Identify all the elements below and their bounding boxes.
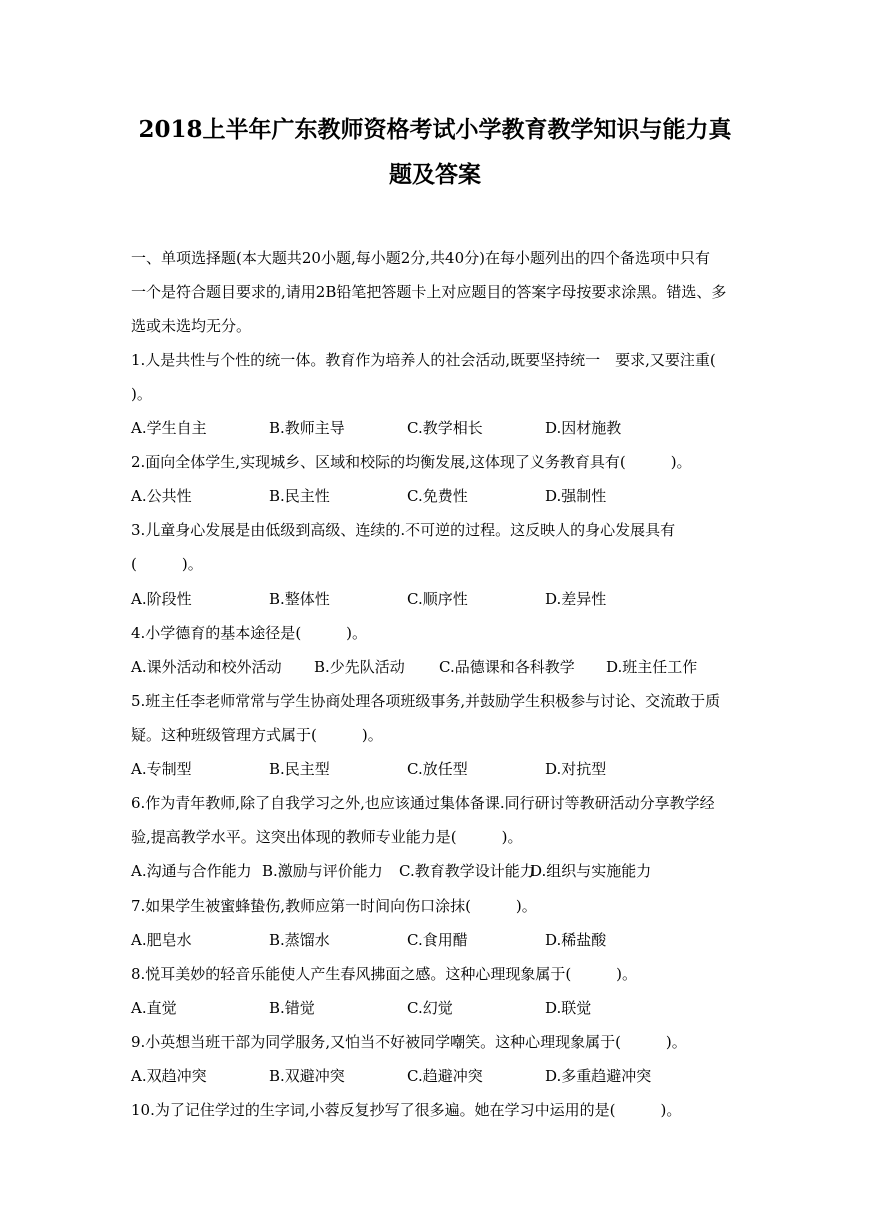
question-7-option-b: B.蒸馏水 — [269, 931, 330, 949]
question-3-options — [131, 589, 741, 609]
question-6-option-d: D.组织与实施能力 — [530, 862, 652, 880]
question-2-option-a: A.公共性 — [131, 487, 192, 505]
question-1-text-line-2: )。 — [131, 385, 152, 403]
question-4-option-a: A.课外活动和校外活动 — [131, 658, 282, 676]
question-2-option-b: B.民主性 — [269, 487, 330, 505]
question-9-option-d: D.多重趋避冲突 — [545, 1067, 652, 1085]
question-5-option-c: C.放任型 — [407, 760, 468, 778]
question-6-options — [131, 861, 741, 881]
question-1-option-b: B.教师主导 — [269, 419, 345, 437]
question-10-text-line-1: 10.为了记住学过的生字词,小蓉反复抄写了很多遍。她在学习中运用的是( )。 — [131, 1101, 682, 1119]
question-6-option-c: C.教育教学设计能力 — [399, 862, 535, 880]
instructions-line-1: 一、单项选择题(本大题共20小题,每小题2分,共40分)在每小题列出的四个备选项中只有 — [131, 249, 710, 267]
question-5-text-line-1: 5.班主任李老师常常与学生协商处理各项班级事务,并鼓励学生积极参与讨论、交流敢于质 — [131, 692, 721, 710]
question-8-option-c: C.幻觉 — [407, 999, 453, 1017]
question-2-options — [131, 486, 741, 506]
question-8-options — [131, 998, 741, 1018]
instructions-line-2: 一个是符合题目要求的,请用2B铅笔把答题卡上对应题目的答案字母按要求涂黑。错选、多 — [131, 283, 727, 301]
question-6-option-a: A.沟通与合作能力 — [131, 862, 252, 880]
question-6-text-line-2: 验,提高教学水平。这突出体现的教师专业能力是( )。 — [131, 828, 523, 846]
question-9-text-line-1: 9.小英想当班干部为同学服务,又怕当不好被同学嘲笑。这种心理现象属于( )。 — [131, 1033, 687, 1051]
question-2-option-d: D.强制性 — [545, 487, 607, 505]
question-1-option-d: D.因材施教 — [545, 419, 622, 437]
question-9-option-c: C.趋避冲突 — [407, 1067, 483, 1085]
question-9-options — [131, 1066, 741, 1086]
question-7-option-d: D.稀盐酸 — [545, 931, 607, 949]
question-1-options — [131, 418, 741, 438]
question-5-option-d: D.对抗型 — [545, 760, 607, 778]
question-3-text-line-2: ( )。 — [131, 555, 203, 573]
question-1-option-a: A.学生自主 — [131, 419, 207, 437]
question-2-text-line-1: 2.面向全体学生,实现城乡、区域和校际的均衡发展,这体现了义务教育具有( )。 — [131, 453, 692, 471]
question-4-text-line-1: 4.小学德育的基本途径是( )。 — [131, 624, 368, 642]
question-5-option-a: A.专制型 — [131, 760, 192, 778]
question-3-option-d: D.差异性 — [545, 590, 607, 608]
document-title-line-1: 2018上半年广东教师资格考试小学教育教学知识与能力真 — [138, 116, 732, 143]
question-5-option-b: B.民主型 — [269, 760, 330, 778]
question-3-option-c: C.顺序性 — [407, 590, 468, 608]
question-4-option-d: D.班主任工作 — [606, 658, 698, 676]
question-9-option-b: B.双避冲突 — [269, 1067, 345, 1085]
question-4-option-b: B.少先队活动 — [314, 658, 405, 676]
question-7-option-a: A.肥皂水 — [131, 931, 192, 949]
question-7-options — [131, 930, 741, 950]
question-8-option-b: B.错觉 — [269, 999, 315, 1017]
question-4-options — [131, 657, 741, 677]
question-8-option-a: A.直觉 — [131, 999, 177, 1017]
question-5-text-line-2: 疑。这种班级管理方式属于( )。 — [131, 726, 383, 744]
question-1-text-line-1: 1.人是共性与个性的统一体。教育作为培养人的社会活动,既要坚持统一 要求,又要注重( — [131, 351, 716, 369]
question-3-option-a: A.阶段性 — [131, 590, 192, 608]
question-6-option-b: B.激励与评价能力 — [262, 862, 383, 880]
question-3-text-line-1: 3.儿童身心发展是由低级到高级、连续的.不可逆的过程。这反映人的身心发展具有 — [131, 521, 676, 539]
instructions-line-3: 选或未选均无分。 — [131, 317, 252, 335]
question-2-option-c: C.免费性 — [407, 487, 468, 505]
question-1-option-c: C.教学相长 — [407, 419, 483, 437]
question-3-option-b: B.整体性 — [269, 590, 330, 608]
question-8-option-d: D.联觉 — [545, 999, 592, 1017]
question-7-option-c: C.食用醋 — [407, 931, 468, 949]
question-4-option-c: C.品德课和各科教学 — [439, 658, 575, 676]
question-8-text-line-1: 8.悦耳美妙的轻音乐能使人产生春风拂面之感。这种心理现象属于( )。 — [131, 965, 638, 983]
question-5-options — [131, 759, 741, 779]
question-6-text-line-1: 6.作为青年教师,除了自我学习之外,也应该通过集体备课.同行研讨等教研活动分享教学经 — [131, 794, 715, 812]
document-title-line-2: 题及答案 — [389, 161, 481, 188]
question-7-text-line-1: 7.如果学生被蜜蜂蛰伤,教师应第一时间向伤口涂抹( )。 — [131, 897, 537, 915]
question-9-option-a: A.双趋冲突 — [131, 1067, 207, 1085]
